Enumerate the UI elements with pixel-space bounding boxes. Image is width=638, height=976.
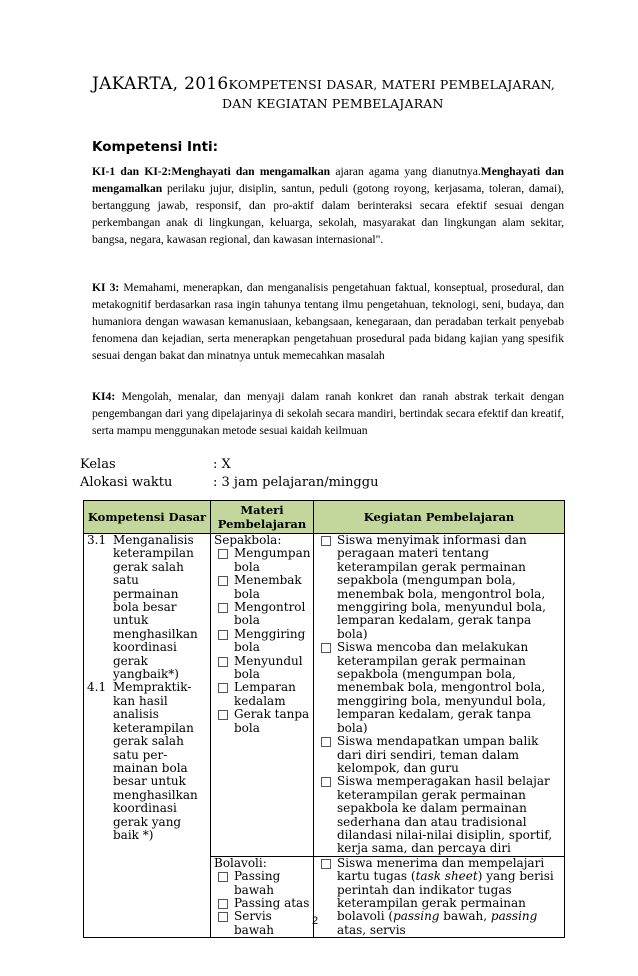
kd-item xyxy=(87,681,207,842)
ki12-bold-b: Menghayati dan mengamalkan xyxy=(92,165,564,195)
bullet-box-icon xyxy=(321,536,331,546)
materi-sepakbola-cell xyxy=(211,534,314,857)
list-item-text: Menggiring bola xyxy=(234,626,306,655)
italic-run: passing xyxy=(490,909,538,924)
text-run: atas, servis xyxy=(337,922,406,937)
bullet-box-icon xyxy=(218,683,228,693)
list-item-text: Mengontrol bola xyxy=(234,600,306,628)
page-number: 2 xyxy=(312,915,319,927)
header-kompetensi-dasar: Kompetensi Dasar xyxy=(84,501,211,534)
kd-item xyxy=(87,534,207,681)
section-heading: Kompetensi Inti: xyxy=(92,139,219,155)
title-prefix: JAKARTA, 2016 xyxy=(92,74,229,94)
table-row xyxy=(84,534,565,857)
bullet-box-icon xyxy=(321,643,331,653)
kegiatan-sepakbola-cell xyxy=(314,534,565,857)
list-item-text: Lemparan kedalam xyxy=(234,680,296,708)
list-item-text: Menyundul bola xyxy=(234,653,303,682)
list-item-text: Passing bawah xyxy=(234,869,281,897)
list-item-text: Menembak bola xyxy=(234,573,302,601)
alokasi-value: : 3 jam pelajaran/minggu xyxy=(213,475,379,490)
title-line1: KOMPETENSI DASAR, MATERI PEMBELAJARAN, xyxy=(228,77,556,92)
ki12-text-b: perilaku jujur, disiplin, santun, peduli (gotong royong, kerjasama, toleran, damai), bertanggung jawab, responsif, dan pro-aktif dalam berinteraksi secara efektif sesuai dengan perkembangan anak di lingkungan, keluarga, sekolah, masyarakat dan lingkungan alam sekitar, bangsa, negara, kawasan regional, dan kawasan internasional". xyxy=(92,182,564,246)
text-run: Siswa menerima dan mempelajari kartu tugas ( xyxy=(337,855,545,884)
bullet-box-icon xyxy=(218,657,228,667)
bullet-box-icon xyxy=(218,576,228,586)
ki4-label: KI4: xyxy=(92,390,116,403)
materi-title: Sepakbola: xyxy=(214,533,282,547)
list-item xyxy=(214,897,310,910)
kd-number: 3.1 xyxy=(87,533,107,547)
header-kegiatan: Kegiatan Pembelajaran xyxy=(314,501,565,534)
bullet-box-icon xyxy=(218,899,228,909)
ki12-label: KI-1 dan KI-2: xyxy=(92,165,172,178)
table-header-row xyxy=(84,501,565,534)
ki-4-paragraph xyxy=(92,388,564,439)
list-item-text: Siswa memperagakan hasil belajar keterampilan gerak permainan sepakbola ke dalam permainan sederhana dan atau tradisional dilandasi nilai-nilai disiplin, sportif, kerja sama, dan percaya diri xyxy=(337,774,553,856)
italic-run: task sheet xyxy=(415,869,478,884)
list-item xyxy=(317,775,561,855)
kd-text: Menganalisis keterampilan gerak salah satu permainan bola besar untuk menghasilkan koordinasi gerak yangbaik*) xyxy=(113,533,198,682)
list-item-text: Siswa mencoba dan melakukan keterampilan gerak permainan sepakbola (mengumpan bola, menembak bola, mengontrol bola, menggiring bola, menyundul bola, lemparan kedalam, gerak tanpa bola) xyxy=(337,640,546,735)
list-item-text: Gerak tanpa bola xyxy=(234,707,310,735)
italic-run: passing xyxy=(393,909,440,924)
list-item xyxy=(214,910,310,937)
materi-bolavoli-cell xyxy=(211,856,314,937)
bullet-box-icon xyxy=(218,710,228,720)
title-line2: DAN KEGIATAN PEMBELAJARAN xyxy=(222,96,444,111)
ki12-text-a: ajaran agama yang dianutnya. xyxy=(330,165,481,178)
ki3-text: Memahami, menerapkan, dan menganalisis pengetahuan faktual, konseptual, prosedural, dan metakognitif berdasarkan rasa ingin tahunya tentang ilmu pengetahuan, teknologi, seni, budaya, dan humaniora dengan wawasan kemanusiaan, kebangsaan, kenegaraan, dan peradaban terkait penyebab fenomena dan kejadian, serta menerapkan pengetahuan prosedural pada bidang kajian yang spesifik sesuai dengan bakat dan minatnya untuk memecahkan masalah xyxy=(92,281,564,362)
list-item-text: Siswa menyimak informasi dan peragaan materi tentang keterampilan gerak permainan sepakbola (mengumpan bola, menembak bola, mengontrol bola, menggiring bola, menyundul bola, lemparan kedalam, gerak tanpa bola) xyxy=(337,533,546,641)
alokasi-label: Alokasi waktu xyxy=(80,475,173,490)
list-item xyxy=(214,681,310,708)
list-item-text: Siswa mendapatkan umpan balik dari diri sendiri, teman dalam kelompok, dan guru xyxy=(337,734,539,775)
kd-cell xyxy=(84,534,211,938)
list-item xyxy=(214,870,310,897)
ki-1-2-paragraph xyxy=(92,163,564,248)
ki3-label: KI 3: xyxy=(92,281,120,294)
list-item xyxy=(214,628,310,655)
list-item xyxy=(214,601,310,628)
list-item-text xyxy=(337,857,561,937)
text-run: bawah, xyxy=(439,909,491,924)
list-item-text: Passing atas xyxy=(234,895,310,910)
kd-text: Mempraktik-kan hasil analisis keterampilan gerak salah satu per-mainan bola besar untuk menghasilkan koordinasi gerak yang baik *) xyxy=(113,680,198,842)
ki12-bold-a: Menghayati dan mengamalkan xyxy=(171,165,331,178)
bullet-box-icon xyxy=(218,872,228,882)
header-materi: Materi Pembelajaran xyxy=(211,501,314,534)
bullet-box-icon xyxy=(321,737,331,747)
kegiatan-bolavoli-cell xyxy=(314,856,565,937)
kelas-label: Kelas xyxy=(80,457,116,472)
list-item-text: Servis bawah xyxy=(234,909,274,937)
kd-number: 4.1 xyxy=(87,680,107,695)
bullet-box-icon xyxy=(218,912,228,922)
materi-title: Bolavoli: xyxy=(214,855,267,870)
list-item-text: Mengumpan bola xyxy=(234,546,311,574)
list-item xyxy=(214,574,310,601)
list-item xyxy=(317,641,561,735)
ki-3-paragraph xyxy=(92,279,564,364)
bullet-box-icon xyxy=(321,859,331,869)
bullet-box-icon xyxy=(218,549,228,559)
list-item xyxy=(214,547,310,574)
list-item xyxy=(214,655,310,682)
list-item xyxy=(317,735,561,775)
bullet-box-icon xyxy=(218,630,228,640)
text-run: ) yang berisi perintah dan indikator tugas keterampilan gerak permainan bolavoli ( xyxy=(337,869,554,924)
list-item xyxy=(317,534,561,641)
bullet-box-icon xyxy=(321,777,331,787)
document-title xyxy=(92,74,612,111)
list-item xyxy=(317,857,561,937)
list-item xyxy=(214,708,310,735)
bullet-box-icon xyxy=(218,603,228,613)
kelas-value: : X xyxy=(213,457,231,472)
ki4-text: Mengolah, menalar, dan menyaji dalam ranah konkret dan ranah abstrak terkait dengan pengembangan dari yang dipelajarinya di sekolah secara mandiri, bertindak secara efektif dan kreatif, serta mampu menggunakan metode sesuai kaidah keilmuan xyxy=(92,390,564,437)
curriculum-table xyxy=(83,500,565,938)
